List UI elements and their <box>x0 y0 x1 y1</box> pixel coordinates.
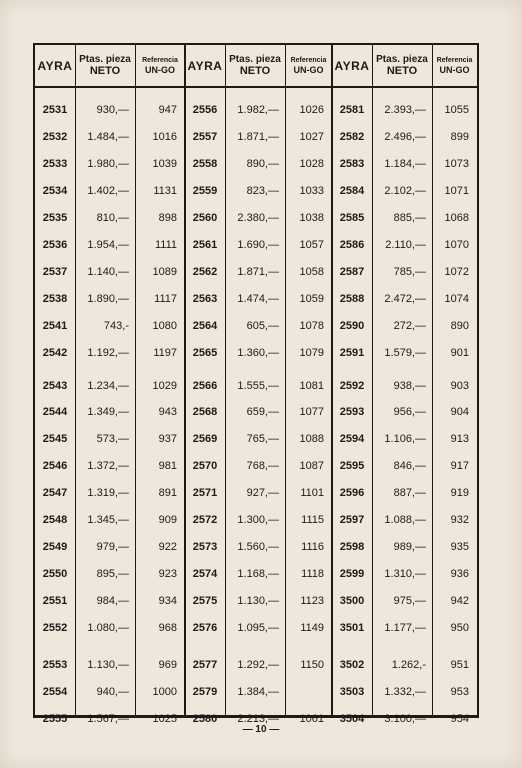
reference-code: 1197 <box>153 347 177 359</box>
net-price: 765,— <box>246 433 279 445</box>
part-code: 2559 <box>192 185 218 197</box>
net-price: 938,— <box>393 380 426 392</box>
part-code: 3500 <box>339 595 365 607</box>
net-price: 930,— <box>96 104 129 116</box>
net-price: 975,— <box>393 595 426 607</box>
reference-code: 922 <box>158 541 177 553</box>
reference-code: 942 <box>450 595 469 607</box>
net-price: 846,— <box>393 460 426 472</box>
reference-code: 936 <box>450 568 469 580</box>
part-code: 2594 <box>339 433 365 445</box>
net-price: 1.319,— <box>87 487 129 499</box>
reference-code: 1061 <box>299 713 324 725</box>
reference-code: 901 <box>450 347 469 359</box>
part-code: 2595 <box>339 460 365 472</box>
part-code: 2563 <box>192 293 218 305</box>
header-price-sublabel: NETO <box>239 64 271 77</box>
reference-code: 890 <box>450 320 469 332</box>
net-price: 1.555,— <box>237 380 279 392</box>
part-code: 2575 <box>192 595 218 607</box>
net-price: 1.484,— <box>87 131 129 143</box>
part-code: 2599 <box>339 568 365 580</box>
reference-code: 917 <box>450 460 469 472</box>
part-code: 2580 <box>192 713 218 725</box>
part-code: 2570 <box>192 460 218 472</box>
reference-code: 1029 <box>152 380 177 392</box>
net-price: 2.472,— <box>384 293 426 305</box>
header-reference-label: Referencia <box>290 56 327 64</box>
reference-code: 1088 <box>299 433 324 445</box>
reference-code: 1026 <box>299 104 324 116</box>
header-code <box>332 45 372 86</box>
net-price: 1.088,— <box>384 514 426 526</box>
reference-code: 1115 <box>301 514 324 526</box>
reference-code: 943 <box>158 406 177 418</box>
part-code: 2543 <box>42 380 68 392</box>
net-price: 2.496,— <box>384 131 426 143</box>
part-code: 2542 <box>42 347 68 359</box>
net-price: 1.292,— <box>237 659 279 671</box>
part-code: 2537 <box>42 266 68 278</box>
reference-code: 1118 <box>301 568 324 580</box>
reference-code: 1087 <box>299 460 324 472</box>
net-price: 887,— <box>393 487 426 499</box>
reference-code: 1101 <box>300 487 324 499</box>
part-code: 2555 <box>42 713 68 725</box>
net-price: 2.380,— <box>237 212 279 224</box>
reference-code: 953 <box>450 686 469 698</box>
net-price: 2.102,— <box>384 185 426 197</box>
part-code: 2538 <box>42 293 68 305</box>
part-code: 2560 <box>192 212 218 224</box>
net-price: 823,— <box>246 185 279 197</box>
reference-code: 1071 <box>444 185 469 197</box>
part-code: 2571 <box>192 487 218 499</box>
header-rule <box>35 86 477 88</box>
reference-code: 947 <box>158 104 177 116</box>
reference-code: 1058 <box>299 266 324 278</box>
part-code: 2586 <box>339 239 365 251</box>
part-code: 2553 <box>42 659 68 671</box>
reference-code: 1079 <box>299 347 324 359</box>
part-code: 2564 <box>192 320 218 332</box>
header-code <box>185 45 225 86</box>
header-price-label: Ptas. pieza <box>229 53 281 65</box>
header-price-sublabel: NETO <box>89 64 121 77</box>
net-price: 659,— <box>246 406 279 418</box>
reference-code: 1149 <box>300 622 324 634</box>
reference-code: 1016 <box>152 131 177 143</box>
net-price: 1.360,— <box>237 347 279 359</box>
net-price: 2.213,— <box>237 713 279 725</box>
net-price: 573,— <box>96 433 129 445</box>
net-price: 1.168,— <box>237 568 279 580</box>
part-code: 2583 <box>339 158 365 170</box>
part-code: 2584 <box>339 185 365 197</box>
net-price: 272,— <box>393 320 426 332</box>
part-code: 2547 <box>42 487 68 499</box>
part-code: 2532 <box>42 131 68 143</box>
page-number: — 10 — <box>242 724 280 735</box>
header-reference-sublabel: UN-GO <box>145 64 175 75</box>
part-code: 2574 <box>192 568 218 580</box>
header-price <box>225 45 285 86</box>
net-price: 1.140,— <box>87 266 129 278</box>
reference-code: 1089 <box>152 266 177 278</box>
reference-code: 904 <box>450 406 469 418</box>
reference-code: 1074 <box>444 293 469 305</box>
header-reference-label: Referencia <box>142 56 178 64</box>
net-price: 895,— <box>96 568 129 580</box>
net-price: 1.560,— <box>237 541 279 553</box>
part-code: 2561 <box>192 239 218 251</box>
reference-code: 1072 <box>444 266 469 278</box>
net-price: 3.100,— <box>384 713 426 725</box>
reference-code: 1057 <box>299 239 324 251</box>
net-price: 1.954,— <box>87 239 129 251</box>
reference-code: 1039 <box>152 158 177 170</box>
header-reference <box>432 45 477 86</box>
reference-code: 1077 <box>299 406 324 418</box>
part-code: 2548 <box>42 514 68 526</box>
part-code: 2558 <box>192 158 218 170</box>
header-code-label: AYRA <box>37 58 73 73</box>
part-code: 2588 <box>339 293 365 305</box>
reference-code: 1117 <box>154 293 177 305</box>
part-code: 2557 <box>192 131 218 143</box>
net-price: 2.110,— <box>385 239 426 251</box>
price-table <box>33 43 479 725</box>
reference-code: 932 <box>450 514 469 526</box>
header-price-label: Ptas. pieza <box>79 53 131 65</box>
net-price: 956,— <box>393 406 426 418</box>
part-code: 2562 <box>192 266 218 278</box>
part-code: 2592 <box>339 380 365 392</box>
reference-code: 1150 <box>300 659 324 671</box>
net-price: 1.130,— <box>237 595 279 607</box>
net-price: 1.106,— <box>384 433 426 445</box>
reference-code: 1123 <box>300 595 324 607</box>
net-price: 885,— <box>393 212 426 224</box>
net-price: 1.130,— <box>87 659 129 671</box>
reference-code: 1059 <box>299 293 324 305</box>
header-price-label: Ptas. pieza <box>376 53 428 65</box>
part-code: 2572 <box>192 514 218 526</box>
net-price: 605,— <box>246 320 279 332</box>
reference-code: 951 <box>450 659 469 671</box>
reference-code: 913 <box>450 433 469 445</box>
part-code: 2593 <box>339 406 365 418</box>
part-code: 2597 <box>339 514 365 526</box>
reference-code: 1025 <box>152 713 177 725</box>
part-code: 2577 <box>192 659 218 671</box>
net-price: 1.345,— <box>87 514 129 526</box>
reference-code: 899 <box>450 131 469 143</box>
part-code: 2576 <box>192 622 218 634</box>
net-price: 810,— <box>96 212 129 224</box>
net-price: 785,— <box>393 266 426 278</box>
net-price: 940,— <box>96 686 129 698</box>
reference-code: 1111 <box>154 239 177 251</box>
part-code: 2551 <box>42 595 68 607</box>
net-price: 1.332,— <box>384 686 426 698</box>
reference-code: 954 <box>450 713 469 725</box>
net-price: 1.384,— <box>237 686 279 698</box>
part-code: 2544 <box>42 406 68 418</box>
reference-code: 934 <box>158 595 177 607</box>
reference-code: 923 <box>158 568 177 580</box>
net-price: 1.980,— <box>87 158 129 170</box>
reference-code: 937 <box>158 433 177 445</box>
reference-code: 1028 <box>299 158 324 170</box>
header-reference-sublabel: UN-GO <box>439 64 470 75</box>
net-price: 1.567,— <box>87 713 129 725</box>
part-code: 3504 <box>339 713 365 725</box>
header-reference <box>285 45 332 86</box>
part-code: 2565 <box>192 347 218 359</box>
reference-code: 1055 <box>444 104 469 116</box>
part-code: 3503 <box>339 686 365 698</box>
reference-code: 950 <box>450 622 469 634</box>
header-reference-label: Referencia <box>436 56 473 64</box>
net-price: 1.262,- <box>391 659 426 671</box>
reference-code: 1078 <box>299 320 324 332</box>
net-price: 1.982,— <box>237 104 279 116</box>
reference-code: 1027 <box>299 131 324 143</box>
header-code <box>35 45 75 86</box>
part-code: 2535 <box>42 212 68 224</box>
net-price: 1.474,— <box>237 293 279 305</box>
part-code: 2566 <box>192 380 218 392</box>
part-code: 3502 <box>339 659 365 671</box>
header-reference-sublabel: UN-GO <box>293 64 324 75</box>
reference-code: 1116 <box>301 541 324 553</box>
reference-code: 968 <box>158 622 177 634</box>
part-code: 2596 <box>339 487 365 499</box>
part-code: 2569 <box>192 433 218 445</box>
net-price: 1.095,— <box>237 622 279 634</box>
reference-code: 1068 <box>444 212 469 224</box>
header-price-sublabel: NETO <box>386 64 418 77</box>
net-price: 979,— <box>96 541 129 553</box>
reference-code: 1000 <box>152 686 177 698</box>
part-code: 2552 <box>42 622 68 634</box>
part-code: 2582 <box>339 131 365 143</box>
reference-code: 898 <box>158 212 177 224</box>
reference-code: 1070 <box>444 239 469 251</box>
part-code: 2531 <box>42 104 68 116</box>
net-price: 1.300,— <box>237 514 279 526</box>
header-price <box>372 45 432 86</box>
part-code: 2556 <box>192 104 218 116</box>
part-code: 2534 <box>42 185 68 197</box>
net-price: 1.310,— <box>384 568 426 580</box>
reference-code: 1073 <box>444 158 469 170</box>
net-price: 1.690,— <box>237 239 279 251</box>
net-price: 1.402,— <box>87 185 129 197</box>
reference-code: 935 <box>450 541 469 553</box>
net-price: 1.349,— <box>87 406 129 418</box>
header-price <box>75 45 135 86</box>
net-price: 1.184,— <box>384 158 426 170</box>
part-code: 2585 <box>339 212 365 224</box>
reference-code: 903 <box>450 380 469 392</box>
net-price: 984,— <box>96 595 129 607</box>
net-price: 2.393,— <box>384 104 426 116</box>
net-price: 768,— <box>246 460 279 472</box>
net-price: 989,— <box>393 541 426 553</box>
part-code: 2546 <box>42 460 68 472</box>
reference-code: 1033 <box>299 185 324 197</box>
reference-code <box>285 682 324 702</box>
part-code: 2591 <box>339 347 365 359</box>
part-code: 2536 <box>42 239 68 251</box>
part-code: 3501 <box>339 622 365 634</box>
net-price: 1.871,— <box>237 266 279 278</box>
part-code: 2581 <box>339 104 365 116</box>
net-price: 1.192,— <box>87 347 129 359</box>
reference-code: 919 <box>450 487 469 499</box>
reference-code: 891 <box>158 487 177 499</box>
part-code: 2545 <box>42 433 68 445</box>
part-code: 2541 <box>42 320 68 332</box>
part-code: 2533 <box>42 158 68 170</box>
net-price: 1.234,— <box>87 380 129 392</box>
reference-code: 1080 <box>152 320 177 332</box>
header-reference <box>135 45 185 86</box>
net-price: 1.871,— <box>237 131 279 143</box>
part-code: 2554 <box>42 686 68 698</box>
reference-code: 981 <box>158 460 177 472</box>
reference-code: 1131 <box>153 185 177 197</box>
part-code: 2587 <box>339 266 365 278</box>
net-price: 1.890,— <box>87 293 129 305</box>
net-price: 1.080,— <box>87 622 129 634</box>
net-price: 1.579,— <box>384 347 426 359</box>
part-code: 2550 <box>42 568 68 580</box>
net-price: 1.372,— <box>87 460 129 472</box>
net-price: 927,— <box>246 487 279 499</box>
header-code-label: AYRA <box>187 58 223 73</box>
reference-code: 909 <box>158 514 177 526</box>
part-code: 2598 <box>339 541 365 553</box>
reference-code: 969 <box>158 659 177 671</box>
net-price: 890,— <box>246 158 279 170</box>
part-code: 2579 <box>192 686 218 698</box>
net-price: 743,- <box>103 320 129 332</box>
part-code: 2573 <box>192 541 218 553</box>
part-code: 2590 <box>339 320 365 332</box>
reference-code: 1081 <box>299 380 324 392</box>
net-price: 1.177,— <box>384 622 426 634</box>
part-code: 2549 <box>42 541 68 553</box>
part-code: 2568 <box>192 406 218 418</box>
header-code-label: AYRA <box>334 58 370 73</box>
reference-code: 1038 <box>299 212 324 224</box>
